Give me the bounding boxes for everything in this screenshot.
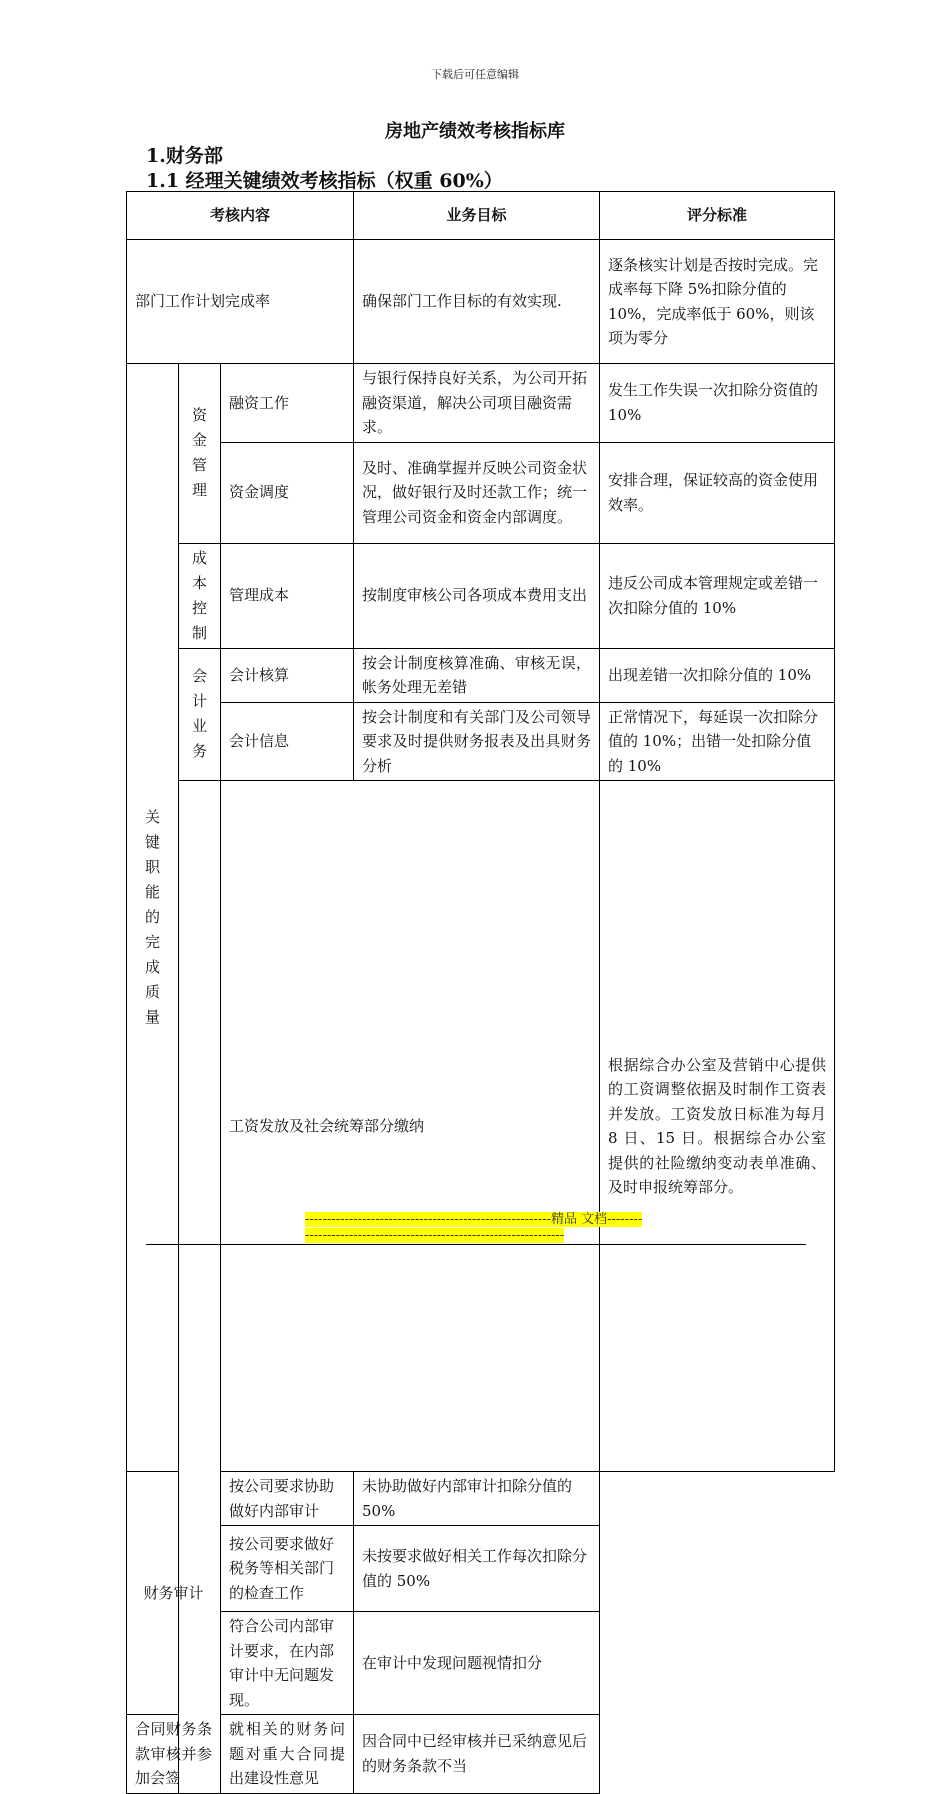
row-content: 工资发放及社会统筹部分缴纳 xyxy=(221,781,600,1472)
header-standard: 评分标准 xyxy=(600,192,835,240)
row-content: 融资工作 xyxy=(221,364,354,443)
header-content: 考核内容 xyxy=(127,192,354,240)
table-row xyxy=(127,1526,835,1612)
header-goal: 业务目标 xyxy=(354,192,600,240)
row-goal: 与银行保持良好关系，为公司开拓融资渠道，解决公司项目融资需求。 xyxy=(354,364,600,443)
sub-label-accounting: 会计业务 xyxy=(179,648,221,781)
row-content: 合同财务条款审核并参加会签 xyxy=(127,1715,221,1794)
row-goal: 按公司要求协助做好内部审计 xyxy=(221,1472,354,1526)
row-standard: 正常情况下，每延误一次扣除分值的 10%；出错一处扣除分值的 10% xyxy=(600,702,835,781)
row-goal: 按制度审核公司各项成本费用支出 xyxy=(354,543,600,648)
table-row xyxy=(127,1612,835,1715)
row-goal: 确保部门工作目标的有效实现. xyxy=(354,240,600,364)
footer-watermark: --------------------------------------------------------精品 文档------------------------------------------------------------------- xyxy=(305,1212,643,1243)
row-content-audit: 财务审计 xyxy=(127,1472,221,1715)
table-row xyxy=(127,442,835,543)
row-content: 会计核算 xyxy=(221,648,354,702)
subsection-heading: 1.1 经理关键绩效考核指标（权重 60%） xyxy=(146,170,503,192)
group-label-key-function: 关键职能的完成质量 xyxy=(127,364,179,1472)
sub-label-cost-control: 成本控制 xyxy=(179,543,221,648)
row-goal: 及时、准确掌握并反映公司资金状况，做好银行及时还款工作；统一管理公司资金和资金内部调度。 xyxy=(354,442,600,543)
table-row xyxy=(127,240,835,364)
row-standard: 逐条核实计划是否按时完成。完成率每下降 5%扣除分值的 10%，完成率低于 60%，则该项为零分 xyxy=(600,240,835,364)
row-content: 会计信息 xyxy=(221,702,354,781)
table-row xyxy=(127,364,835,443)
row-goal: 按会计制度核算准确、审核无误，帐务处理无差错 xyxy=(354,648,600,702)
kpi-table xyxy=(126,191,835,1794)
row-goal: 符合公司内部审计要求，在内部审计中无问题发现。 xyxy=(221,1612,354,1715)
row-goal: 按公司要求做好税务等相关部门的检查工作 xyxy=(221,1526,354,1612)
row-standard: 违反公司成本管理规定或差错一次扣除分值的 10% xyxy=(600,543,835,648)
row-content: 部门工作计划完成率 xyxy=(127,240,354,364)
table-row xyxy=(127,543,835,648)
footer-divider xyxy=(146,1244,806,1245)
row-standard: 发生工作失误一次扣除分资值的 10% xyxy=(600,364,835,443)
row-standard: 出现差错一次扣除分值的 10% xyxy=(600,648,835,702)
row-standard: 安排合理，保证较高的资金使用效率。 xyxy=(600,442,835,543)
header-note: 下载后可任意编辑 xyxy=(431,68,519,81)
table-row xyxy=(127,781,835,1472)
table-row xyxy=(127,1715,835,1794)
row-goal: 根据综合办公室及营销中心提供的工资调整依据及时制作工资表并发放。工资发放日标准为每月 8 日、15 日。根据综合办公室提供的社险缴纳变动表单准确、及时申报统筹部分。 xyxy=(600,781,835,1472)
section-heading: 1.财务部 xyxy=(146,145,223,167)
row-content: 管理成本 xyxy=(221,543,354,648)
row-standard: 未按要求做好相关工作每次扣除分值的 50% xyxy=(354,1526,600,1612)
row-goal: 按会计制度和有关部门及公司领导要求及时提供财务报表及出具财务分析 xyxy=(354,702,600,781)
table-row xyxy=(127,702,835,781)
table-row xyxy=(127,1472,835,1526)
row-goal: 就相关的财务问题对重大合同提出建设性意见 xyxy=(221,1715,354,1794)
table-row xyxy=(127,648,835,702)
row-standard: 因合同中已经审核并已采纳意见后的财务条款不当 xyxy=(354,1715,600,1794)
document-title: 房地产绩效考核指标库 xyxy=(385,121,565,142)
sub-label-fund-management: 资金管理 xyxy=(179,364,221,544)
row-standard: 在审计中发现问题视情扣分 xyxy=(354,1612,600,1715)
row-standard: 未协助做好内部审计扣除分值的 50% xyxy=(354,1472,600,1526)
row-content: 资金调度 xyxy=(221,442,354,543)
table-header-row xyxy=(127,192,835,240)
